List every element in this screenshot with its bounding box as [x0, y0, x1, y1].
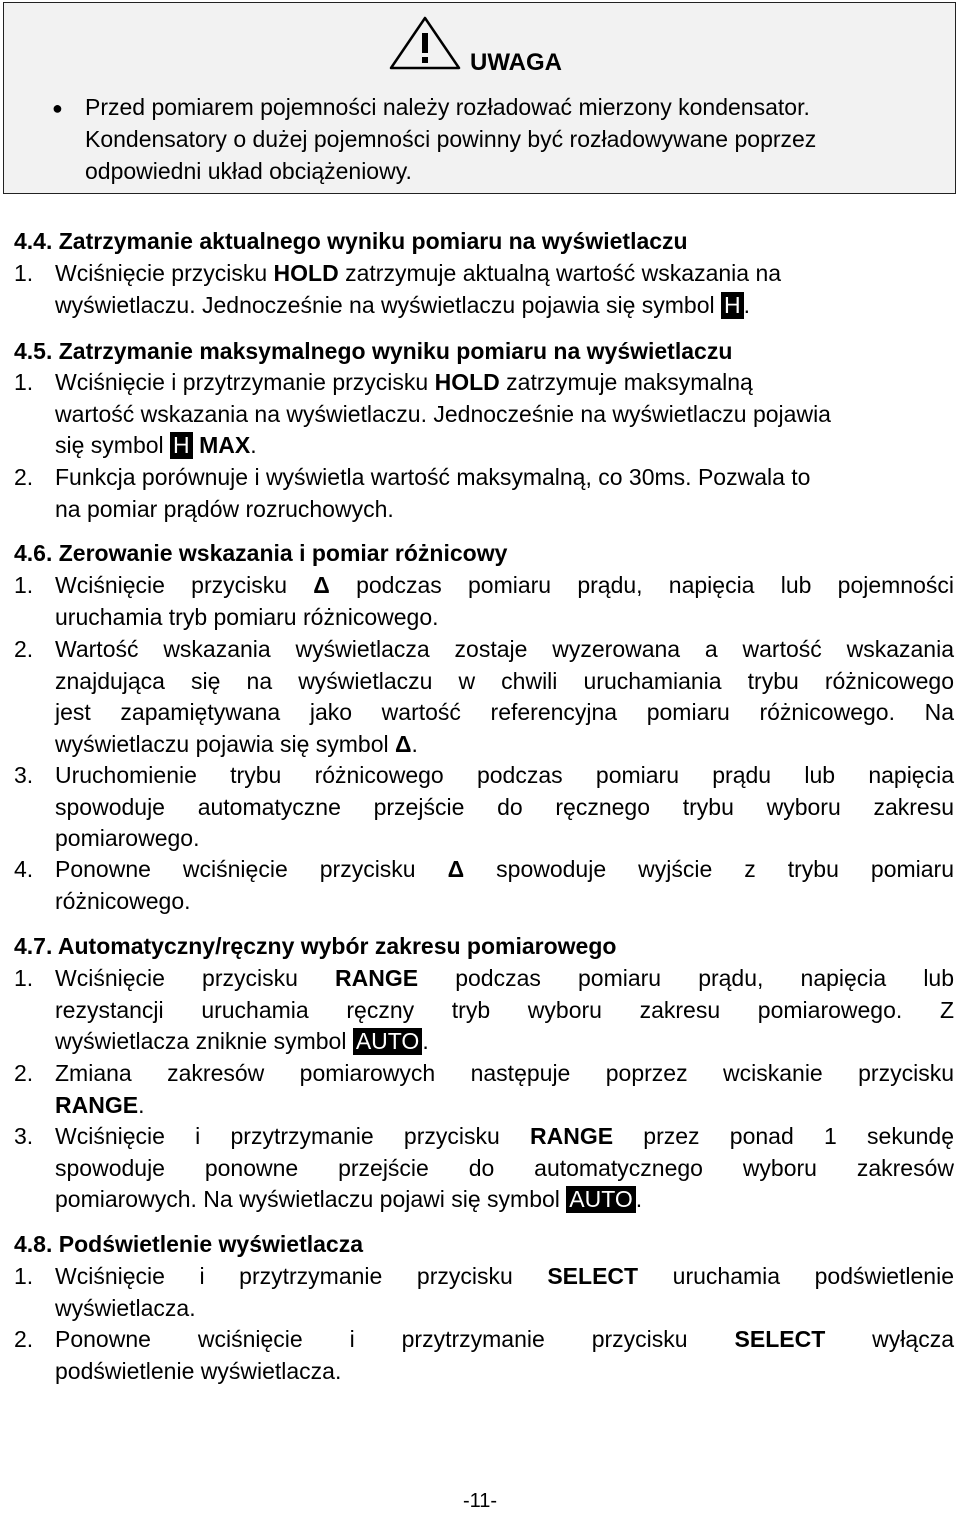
- item-number: 1.: [14, 1263, 34, 1289]
- text: .: [743, 291, 751, 318]
- text: Wartość wskazania wyświetlacza zostaje wyzerowana a wartość wskazania: [55, 636, 954, 662]
- select-key-label: SELECT: [547, 1263, 639, 1289]
- text: uruchamia tryb pomiaru różnicowego.: [55, 603, 439, 630]
- text: się symbol: [55, 432, 171, 458]
- text: Wciśnięcie i przytrzymanie przycisku: [55, 369, 435, 395]
- text: spowoduje ponowne przejście do automatycznego wyboru zakresów: [55, 1154, 954, 1181]
- text: Ponowne wciśnięcie przycisku: [55, 856, 448, 882]
- text: wyświetlaczu. Jednocześnie na wyświetlaczu pojawia się symbol: [55, 291, 722, 318]
- warning-triangle-icon: [388, 15, 462, 71]
- warning-line: Przed pomiarem pojemności należy rozładować mierzony kondensator.: [85, 94, 810, 120]
- item-number: 3.: [14, 762, 34, 788]
- hold-symbol: H: [170, 432, 193, 459]
- warning-line: Kondensatory o dużej pojemności powinny być rozładowywane poprzez: [85, 126, 817, 152]
- delta-key-label: Δ: [447, 856, 465, 882]
- auto-symbol: AUTO: [566, 1186, 635, 1213]
- text: Funkcja porównuje i wyświetla wartość maksymalną, co 30ms. Pozwala to: [55, 464, 811, 490]
- warning-text: [85, 92, 945, 188]
- text: Ponowne wciśnięcie i przytrzymanie przycisku: [55, 1326, 735, 1352]
- item-number: 1.: [14, 572, 34, 598]
- text: podświetlenie wyświetlacza.: [55, 1357, 342, 1384]
- item-number: 2.: [14, 1060, 34, 1086]
- text: Wciśnięcie i przytrzymanie przycisku: [55, 1123, 530, 1149]
- warning-box: [3, 2, 956, 194]
- text: jest zapamiętywana jako wartość referencyjna pomiaru różnicowego. Na: [55, 699, 954, 725]
- item-number: 2.: [14, 1326, 34, 1352]
- text: .: [138, 1091, 145, 1118]
- delta-symbol: Δ: [395, 730, 412, 757]
- text: .: [422, 1028, 429, 1054]
- item-number: 2.: [14, 464, 34, 490]
- bullet-icon: ●: [52, 98, 63, 118]
- item-number: 1.: [14, 260, 34, 286]
- section-4-7-title: 4.7. Automatyczny/ręczny wybór zakresu pomiarowego: [14, 933, 617, 959]
- text: Wciśnięcie i przytrzymanie przycisku: [55, 1263, 548, 1289]
- text: .: [250, 432, 257, 458]
- text: .: [635, 1186, 643, 1212]
- text: Zmiana zakresów pomiarowych następuje poprzez wciskanie przycisku: [55, 1060, 954, 1086]
- text: wyświetlaczu pojawia się symbol: [55, 730, 396, 757]
- text: rezystancji uruchamia ręczny tryb wyboru zakresu pomiarowego. Z: [55, 996, 954, 1023]
- range-key-label: RANGE: [55, 1091, 139, 1118]
- section-4-6-title: 4.6. Zerowanie wskazania i pomiar różnicowy: [14, 540, 508, 566]
- text: .: [411, 730, 418, 757]
- text: Wciśnięcie przycisku: [55, 572, 314, 598]
- text: podczas pomiaru prądu, napięcia lub pojemności: [329, 572, 955, 598]
- text: pomiarowych. Na wyświetlaczu pojawi się symbol: [55, 1186, 567, 1212]
- text: podczas pomiaru prądu, napięcia lub: [418, 965, 955, 991]
- text: spowoduje automatyczne przejście do ręcznego trybu wyboru zakresu: [55, 793, 954, 820]
- text: zatrzymuje aktualną wartość wskazania na: [338, 260, 782, 286]
- warning-title: UWAGA: [470, 49, 562, 76]
- warning-line: odpowiedni układ obciążeniowy.: [85, 158, 412, 184]
- text: wyświetlacza.: [55, 1294, 196, 1321]
- item-number: 1.: [14, 965, 34, 991]
- hold-key-label: HOLD: [434, 369, 500, 395]
- item-number: 4.: [14, 856, 34, 882]
- text: znajdująca się na wyświetlaczu w chwili uruchamiania trybu różnicowego: [55, 667, 954, 694]
- range-key-label: RANGE: [335, 965, 419, 991]
- text: wyświetlacza zniknie symbol: [55, 1028, 353, 1054]
- text: Uruchomienie trybu różnicowego podczas pomiaru prądu lub napięcia: [55, 762, 954, 788]
- section-4-4-title: 4.4. Zatrzymanie aktualnego wyniku pomiaru na wyświetlaczu: [14, 228, 688, 254]
- text: Wciśnięcie przycisku: [55, 260, 274, 286]
- item-number: 3.: [14, 1123, 34, 1149]
- text: na pomiar prądów rozruchowych.: [55, 495, 394, 522]
- delta-key-label: Δ: [313, 572, 330, 598]
- section-4-5-title: 4.5. Zatrzymanie maksymalnego wyniku pomiaru na wyświetlaczu: [14, 338, 733, 364]
- text: spowoduje wyjście z trybu pomiaru: [464, 856, 954, 882]
- max-label: MAX: [199, 432, 251, 458]
- auto-symbol: AUTO: [353, 1028, 422, 1055]
- text: wyłącza: [825, 1326, 954, 1352]
- text: zatrzymuje maksymalną: [499, 369, 753, 395]
- section-4-8-title: 4.8. Podświetlenie wyświetlacza: [14, 1231, 363, 1257]
- text: różnicowego.: [55, 887, 191, 914]
- range-key-label: RANGE: [530, 1123, 614, 1149]
- text: Wciśnięcie przycisku: [55, 965, 336, 991]
- item-number: 2.: [14, 636, 34, 662]
- select-key-label: SELECT: [734, 1326, 826, 1352]
- hold-symbol: H: [721, 292, 744, 319]
- hold-key-label: HOLD: [273, 260, 339, 286]
- page-number: -11-: [462, 1490, 498, 1512]
- text: przez ponad 1 sekundę: [613, 1123, 954, 1149]
- item-number: 1.: [14, 369, 34, 395]
- text: uruchamia podświetlenie: [638, 1263, 954, 1289]
- text: pomiarowego.: [55, 825, 200, 851]
- text: wartość wskazania na wyświetlaczu. Jednocześnie na wyświetlaczu pojawia: [55, 400, 831, 427]
